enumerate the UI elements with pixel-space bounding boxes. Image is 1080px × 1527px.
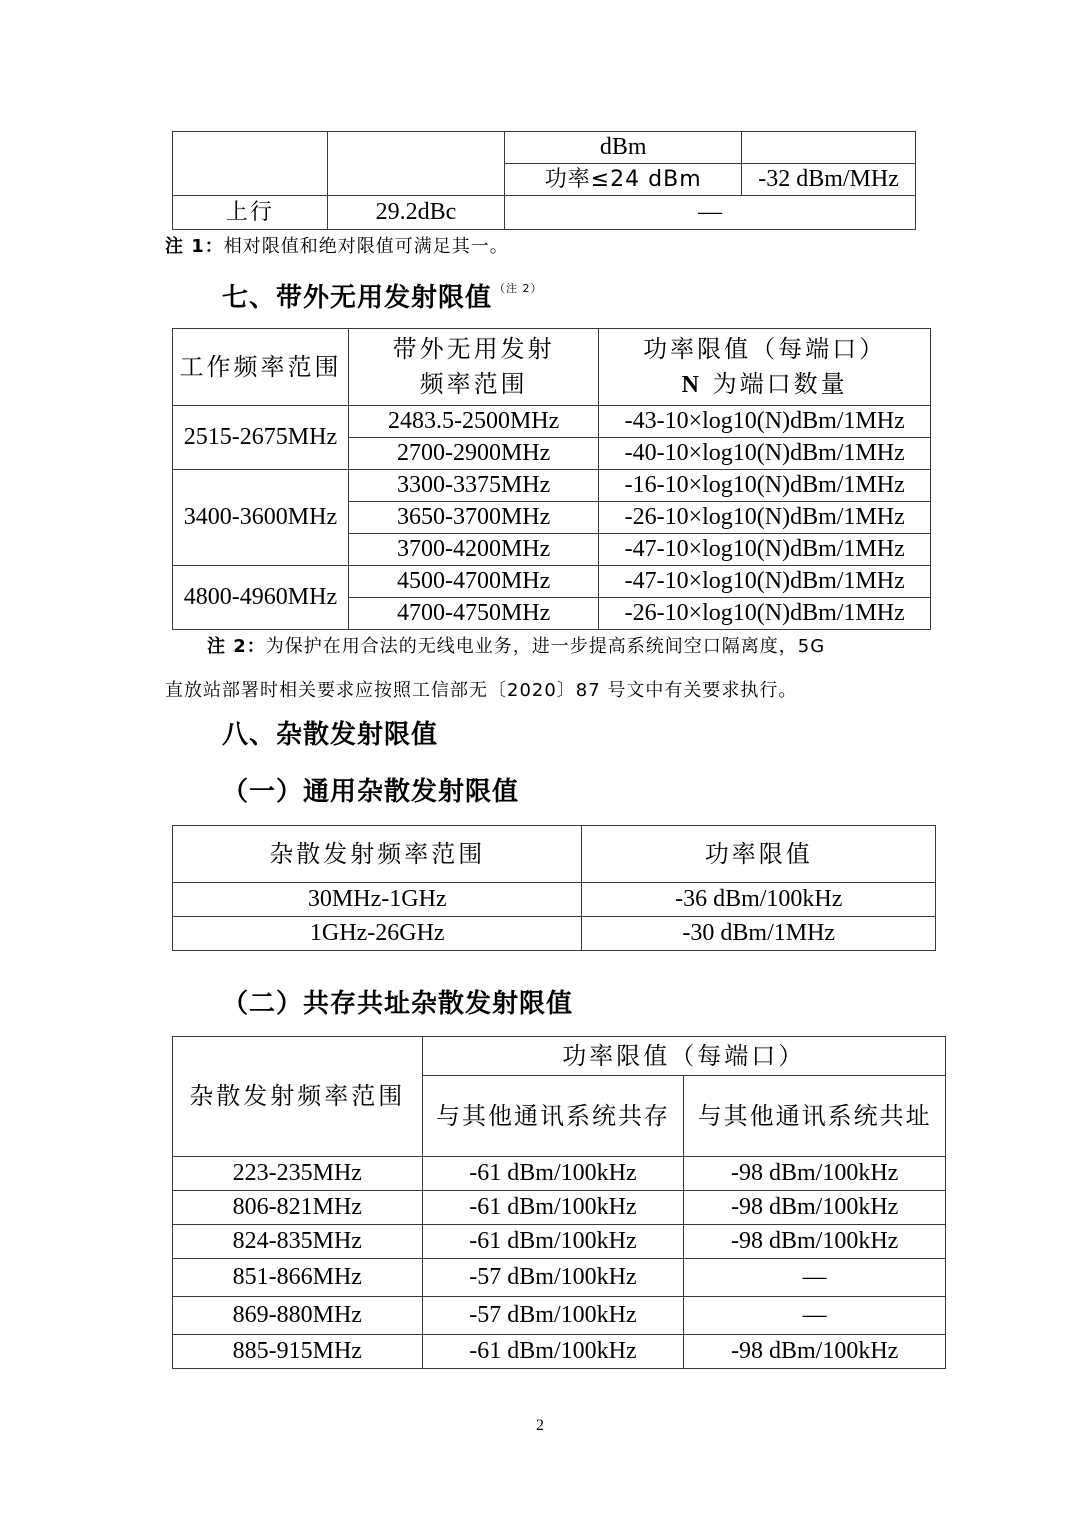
table-cell: dBm — [505, 132, 742, 164]
table-cell-empty — [173, 132, 328, 196]
table-cell: 功率≤24 dBm — [505, 164, 742, 196]
table-row — [173, 1157, 946, 1191]
header-line: 频率范围 — [419, 370, 528, 398]
table-row — [173, 1259, 946, 1297]
table-cell: 29.2dBc — [327, 196, 505, 230]
limit-cell: -36 dBm/100kHz — [582, 883, 936, 917]
coexist-cell: -61 dBm/100kHz — [422, 1157, 684, 1191]
table-row — [173, 132, 916, 164]
table-cell-empty — [742, 132, 916, 164]
header-power-limit — [599, 329, 931, 406]
note-2-line-2: 直放站部署时相关要求应按照工信部无〔2020〕87 号文中有关要求执行。 — [165, 680, 798, 701]
table-header-row — [173, 826, 936, 883]
band-cell: 3400-3600MHz — [173, 470, 349, 566]
coexist-cell: -61 dBm/100kHz — [422, 1191, 684, 1225]
range-cell: 806-821MHz — [173, 1191, 423, 1225]
range-cell: 885-915MHz — [173, 1335, 423, 1369]
range-cell: 869-880MHz — [173, 1297, 423, 1335]
note-1 — [165, 232, 509, 258]
page-number: 2 — [536, 1417, 544, 1434]
table-row — [173, 1191, 946, 1225]
note-text: 相对限值和绝对限值可满足其一。 — [223, 236, 509, 257]
limit-cell: -43-10×log10(N)dBm/1MHz — [599, 406, 931, 438]
header-oob-range — [348, 329, 598, 406]
table-cell: -32 dBm/MHz — [742, 164, 916, 196]
table-out-of-band — [172, 328, 931, 630]
coexist-cell: -61 dBm/100kHz — [422, 1225, 684, 1259]
colocate-cell: -98 dBm/100kHz — [684, 1225, 946, 1259]
table-general-spurious — [172, 825, 936, 951]
header-working-band: 工作频率范围 — [173, 329, 349, 406]
table-row — [173, 406, 931, 438]
range-cell: 4700-4750MHz — [348, 598, 598, 630]
colocate-cell: -98 dBm/100kHz — [684, 1157, 946, 1191]
colocate-cell: -98 dBm/100kHz — [684, 1335, 946, 1369]
header-n: N — [681, 371, 703, 398]
header-power-limit: 功率限值 — [582, 826, 936, 883]
subsection-2-heading: （二）共存共址杂散发射限值 — [222, 989, 574, 1019]
note-label: 注 2： — [207, 636, 266, 657]
table-row — [173, 196, 916, 230]
header-line: 带外无用发射 — [392, 335, 555, 364]
table-coexist-colocate — [172, 1036, 946, 1369]
range-cell: 30MHz-1GHz — [173, 883, 582, 917]
coexist-cell: -57 dBm/100kHz — [422, 1259, 684, 1297]
section-title: 七、带外无用发射限值 — [222, 283, 493, 313]
table-header-row — [173, 329, 931, 406]
range-cell: 851-866MHz — [173, 1259, 423, 1297]
coexist-cell: -61 dBm/100kHz — [422, 1335, 684, 1369]
range-cell: 3300-3375MHz — [348, 470, 598, 502]
table-cell: — — [505, 196, 916, 230]
table-row — [173, 917, 936, 951]
header-spurious-range: 杂散发射频率范围 — [173, 826, 582, 883]
section-8-heading: 八、杂散发射限值 — [222, 720, 439, 750]
range-cell: 4500-4700MHz — [348, 566, 598, 598]
header-line — [599, 367, 930, 403]
header-coexist: 与其他通讯系统共存 — [422, 1076, 684, 1157]
band-cell: 4800-4960MHz — [173, 566, 349, 630]
range-cell: 1GHz-26GHz — [173, 917, 582, 951]
table-row — [173, 1225, 946, 1259]
table-cell-empty — [327, 132, 505, 196]
limit-cell: -16-10×log10(N)dBm/1MHz — [599, 470, 931, 502]
table-header-row — [173, 1037, 946, 1076]
range-cell: 3650-3700MHz — [348, 502, 598, 534]
note-label: 注 1： — [165, 236, 224, 257]
colocate-cell: -98 dBm/100kHz — [684, 1191, 946, 1225]
range-cell: 2483.5-2500MHz — [348, 406, 598, 438]
footnote-marker: （注 2） — [494, 282, 543, 295]
colocate-cell: — — [684, 1297, 946, 1335]
table-row — [173, 566, 931, 598]
band-cell: 2515-2675MHz — [173, 406, 349, 470]
table-cell: 上行 — [173, 196, 328, 230]
table-top-continued — [172, 131, 916, 230]
section-7-heading — [222, 277, 543, 314]
limit-cell: -47-10×log10(N)dBm/1MHz — [599, 566, 931, 598]
limit-cell: -26-10×log10(N)dBm/1MHz — [599, 598, 931, 630]
coexist-cell: -57 dBm/100kHz — [422, 1297, 684, 1335]
limit-cell: -47-10×log10(N)dBm/1MHz — [599, 534, 931, 566]
table-row — [173, 470, 931, 502]
limit-cell: -26-10×log10(N)dBm/1MHz — [599, 502, 931, 534]
note-2-line-1 — [207, 632, 825, 658]
range-cell: 824-835MHz — [173, 1225, 423, 1259]
table-row — [173, 1335, 946, 1369]
range-cell: 223-235MHz — [173, 1157, 423, 1191]
subsection-1-heading: （一）通用杂散发射限值 — [222, 777, 520, 807]
header-colocate: 与其他通讯系统共址 — [684, 1076, 946, 1157]
range-cell: 3700-4200MHz — [348, 534, 598, 566]
note-text: 为保护在用合法的无线电业务，进一步提高系统间空口隔离度，5G — [265, 636, 826, 657]
table-row — [173, 1297, 946, 1335]
limit-cell: -40-10×log10(N)dBm/1MHz — [599, 438, 931, 470]
header-power-limit-group: 功率限值（每端口） — [422, 1037, 945, 1076]
range-cell: 2700-2900MHz — [348, 438, 598, 470]
colocate-cell: — — [684, 1259, 946, 1297]
header-spurious-range: 杂散发射频率范围 — [173, 1037, 423, 1157]
limit-cell: -30 dBm/1MHz — [582, 917, 936, 951]
header-n-desc: 为端口数量 — [712, 369, 848, 398]
header-line: 功率限值（每端口） — [643, 334, 887, 363]
table-row — [173, 883, 936, 917]
